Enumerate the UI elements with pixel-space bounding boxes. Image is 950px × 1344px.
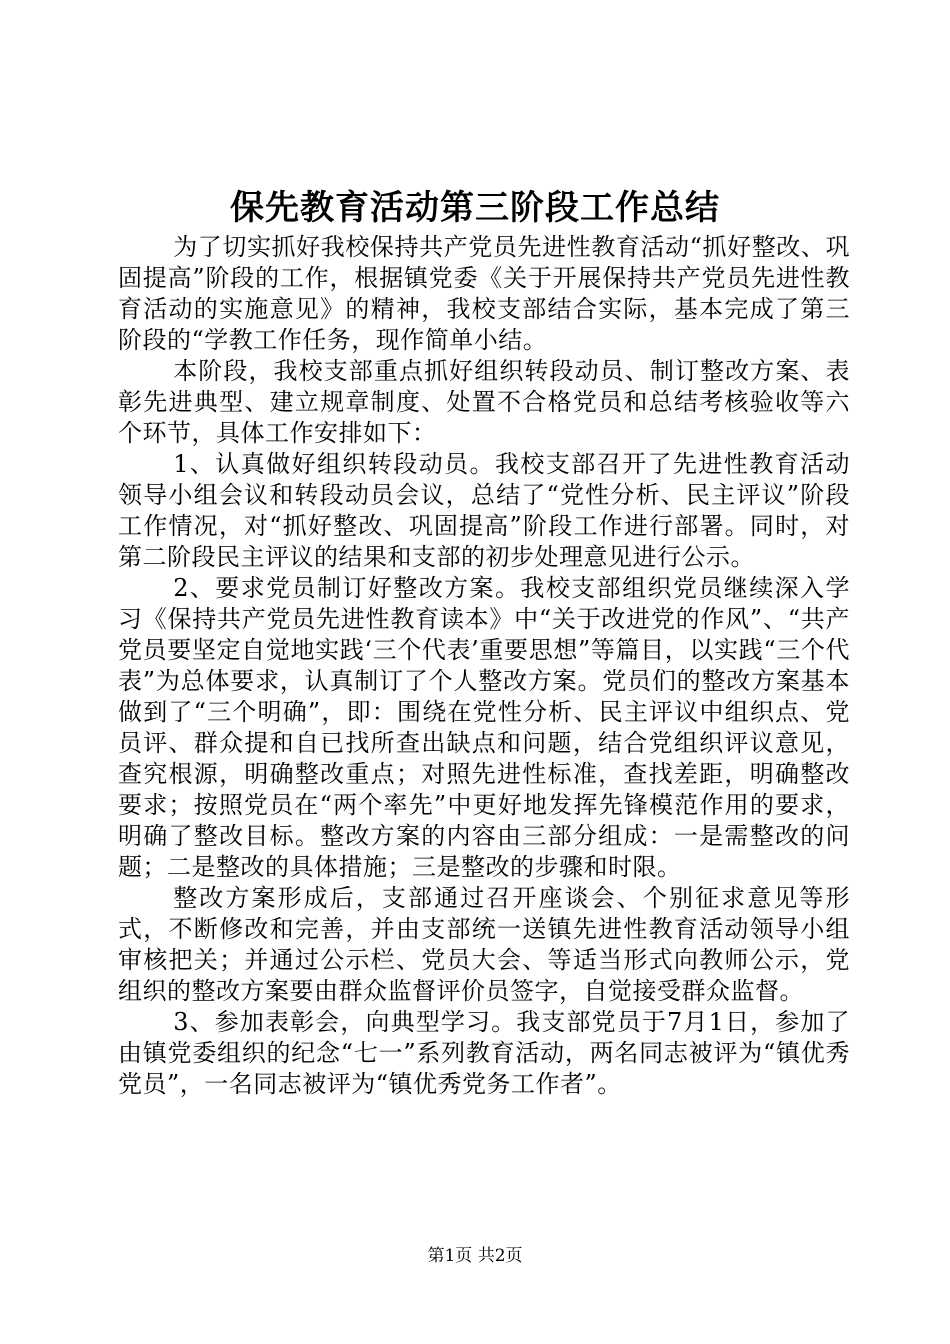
- paragraph-item-3: 3、参加表彰会，向典型学习。我支部党员于7月1日，参加了由镇党委组织的纪念“七一”系列教育活动，两名同志被评为“镇优秀党员”，一名同志被评为“镇优秀党务工作者”。: [118, 1008, 850, 1098]
- paragraph-item-2: 2、要求党员制订好整改方案。我校支部组织党员继续深入学习《保持共产党员先进性教育读本》中“关于改进党的作风”、“共产党员要坚定自觉地实践‘三个代表’重要思想”等篇目，以实践“三个代表”为总体要求，认真制订了个人整改方案。党员们的整改方案基本做到了“三个明确”，即：围绕在党性分析、民主评议中组织点、党员评、群众提和自已找所查出缺点和问题，结合党组织评议意见，查究根源，明确整改重点；对照先进性标准，查找差距，明确整改要求；按照党员在“两个率先”中更好地发挥先锋模范作用的要求，明确了整改目标。整改方案的内容由三部分组成：一是需整改的问题；二是整改的具体措施；三是整改的步骤和时限。: [118, 574, 850, 881]
- page-footer: 第1页 共2页: [427, 1246, 523, 1266]
- document-body: [118, 232, 850, 1100]
- paragraph-item-1: 1、认真做好组织转段动员。我校支部召开了先进性教育活动领导小组会议和转段动员会议，总结了“党性分析、民主评议”阶段工作情况，对“抓好整改、巩固提高”阶段工作进行部署。同时，对第二阶段民主评议的结果和支部的初步处理意见进行公示。: [118, 450, 850, 571]
- page-title: 保先教育活动第三阶段工作总结: [230, 188, 720, 228]
- paragraph-overview: 本阶段，我校支部重点抓好组织转段动员、制订整改方案、表彰先进典型、建立规章制度、处置不合格党员和总结考核验收等六个环节，具体工作安排如下：: [118, 357, 850, 447]
- paragraph-intro: 为了切实抓好我校保持共产党员先进性教育活动“抓好整改、巩固提高”阶段的工作，根据镇党委《关于开展保持共产党员先进性教育活动的实施意见》的精神，我校支部结合实际，基本完成了第三阶段的“学教工作任务，现作简单小结。: [118, 233, 850, 354]
- paragraph-item-2-followup: 整改方案形成后，支部通过召开座谈会、个别征求意见等形式，不断修改和完善，并由支部统一送镇先进性教育活动领导小组审核把关；并通过公示栏、党员大会、等适当形式向教师公示，党组织的整改方案要由群众监督评价员签字，自觉接受群众监督。: [118, 884, 850, 1005]
